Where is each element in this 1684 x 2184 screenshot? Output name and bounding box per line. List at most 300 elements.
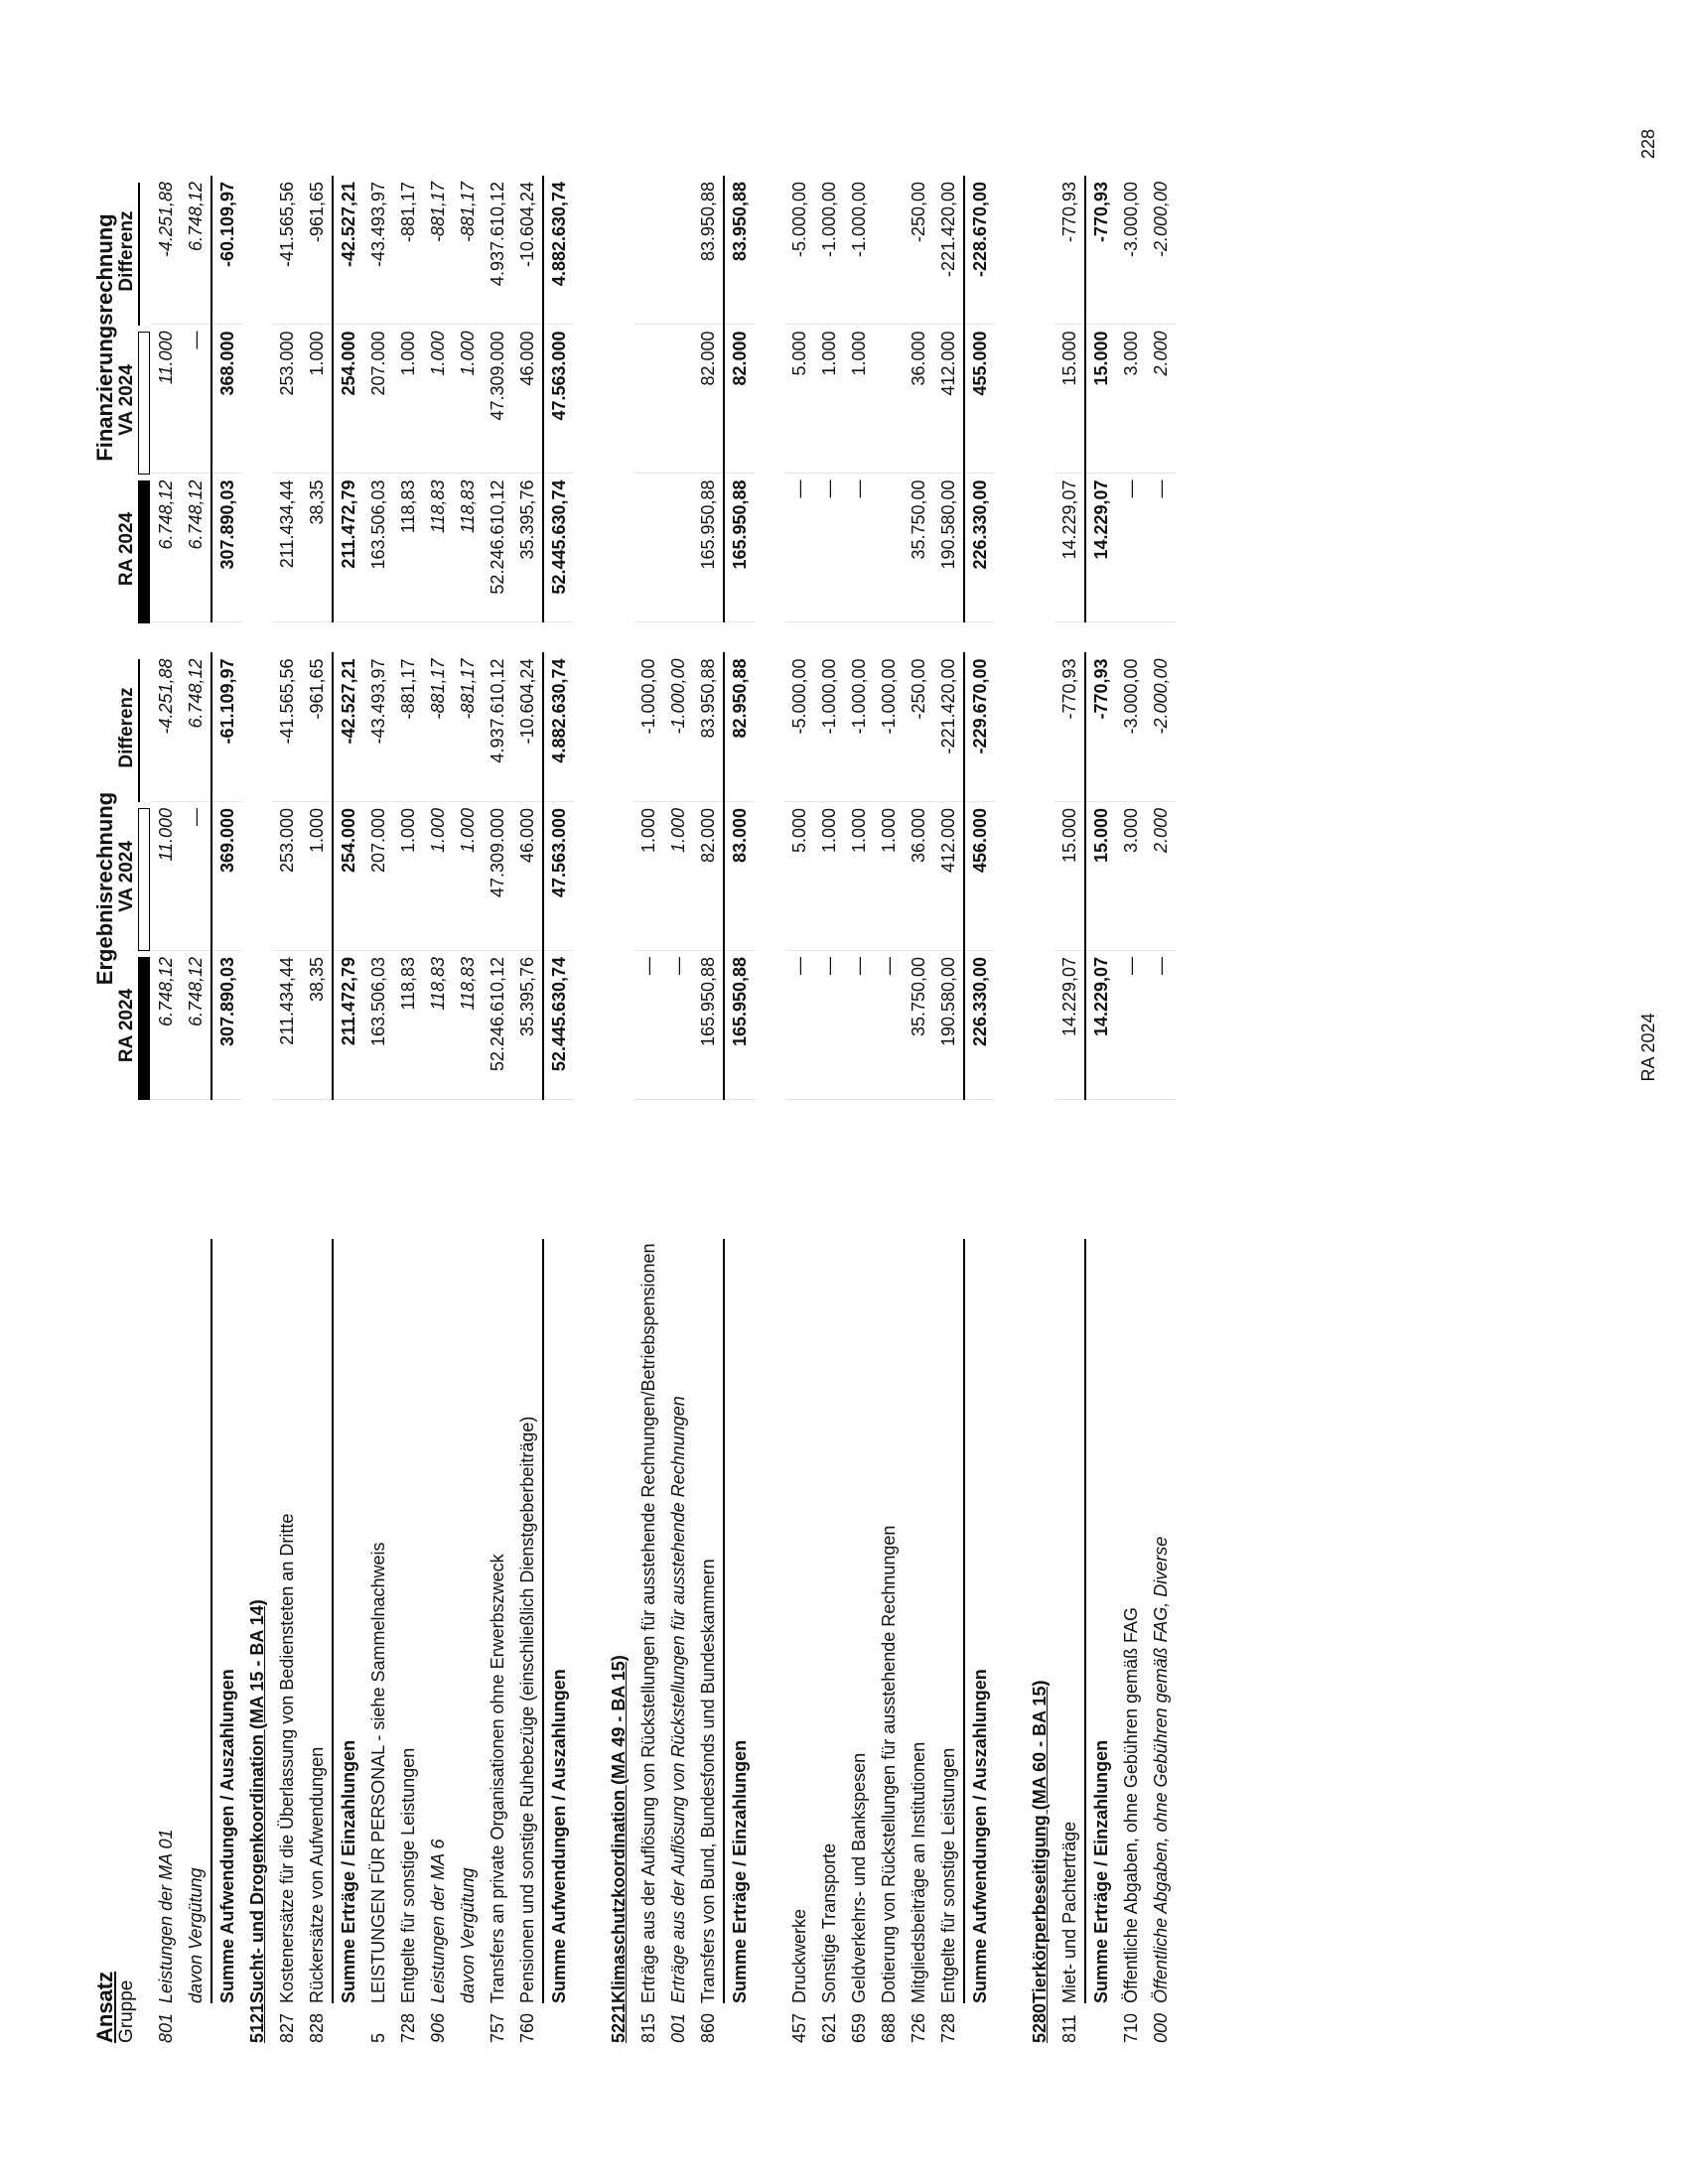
section-title: Tierkörperbeseitigung (MA 60 - BA 15)	[1029, 1680, 1050, 2003]
cell-va-erg: 83.000	[724, 801, 755, 950]
cell-diff-erg: -1.000,00	[844, 652, 874, 801]
cell-va-erg: 5.000	[784, 801, 814, 950]
spacer	[633, 1099, 663, 1239]
cell-ra-erg: —	[663, 950, 693, 1099]
table-row	[1054, 176, 1085, 2043]
cell-ra-fin: —	[784, 474, 814, 622]
cell-diff-erg: -10.604,24	[512, 652, 543, 801]
row-code: 659	[848, 2012, 869, 2043]
spacer	[844, 622, 874, 653]
table-row	[1146, 176, 1176, 2043]
table-row	[844, 176, 874, 2043]
table-row	[633, 176, 663, 2043]
cell-va-fin: 1.000	[453, 325, 483, 474]
cell-va-erg: 1.000	[663, 801, 693, 950]
cell-diff-fin: 6.748,12	[181, 176, 211, 325]
spacer	[755, 176, 784, 2043]
cell-diff-erg: -250,00	[904, 652, 933, 801]
table-row	[874, 176, 904, 2043]
row-code: 827	[276, 2012, 297, 2043]
spacer	[844, 1099, 874, 1239]
row-description: Mitgliedsbeiträge an Institutionen	[908, 1741, 928, 2003]
cell-ra-erg: 118,83	[393, 950, 423, 1099]
cell-va-erg: 82.000	[693, 801, 724, 950]
row-code: 5280	[1029, 2002, 1050, 2043]
spacer	[151, 622, 181, 653]
sum-row	[964, 176, 995, 2043]
row-code: 710	[1120, 2012, 1141, 2043]
table-row	[302, 176, 333, 2043]
sum-row	[333, 176, 363, 2043]
spacer	[784, 622, 814, 653]
cell-ra-erg: —	[1146, 950, 1176, 1099]
cell-ra-erg: —	[844, 950, 874, 1099]
cell-ra-fin: 118,83	[423, 474, 453, 622]
row-description: Kostenersätze für die Überlassung von Bediensteten an Dritte	[276, 1513, 297, 2003]
cell-va-erg: 2.000	[1146, 801, 1176, 950]
section-row	[604, 176, 633, 2043]
row-description: Druckwerke	[788, 1908, 809, 2003]
spacer	[933, 622, 964, 653]
cell-diff-erg: 4.882.630,74	[543, 652, 574, 801]
cell-diff-erg: -961,65	[302, 652, 333, 801]
section-row	[242, 176, 272, 2043]
spacer	[333, 1099, 363, 1239]
cell-ra-fin: 6.748,12	[181, 474, 211, 622]
spacer	[1085, 622, 1116, 653]
spacer	[453, 622, 483, 653]
cell-va-erg: 15.000	[1054, 801, 1085, 950]
row-description: Öffentliche Abgaben, ohne Gebühren gemäß FAG, Diverse	[1150, 1536, 1171, 2003]
cell-va-fin	[663, 325, 693, 474]
row-code: 5	[367, 2032, 388, 2043]
cell-diff-fin: -3.000,00	[1116, 176, 1146, 325]
cell-va-fin: 15.000	[1085, 325, 1116, 474]
cell-ra-fin: 190.580,00	[933, 474, 964, 622]
cell-va-fin: 253.000	[272, 325, 302, 474]
cell-ra-fin: —	[1116, 474, 1146, 622]
cell-ra-fin: 165.950,88	[693, 474, 724, 622]
table-row	[453, 176, 483, 2043]
table-row	[151, 176, 181, 2043]
spacer	[151, 1099, 181, 1239]
spacer	[904, 1099, 933, 1239]
spacer	[211, 622, 242, 653]
cell-va-erg: 254.000	[333, 801, 363, 950]
row-code: 906	[427, 2012, 448, 2043]
cell-va-erg: 1.000	[302, 801, 333, 950]
cell-ra-fin: 14.229,07	[1054, 474, 1085, 622]
cell-ra-erg: 35.750,00	[904, 950, 933, 1099]
cell-diff-fin: -2.000,00	[1146, 176, 1176, 325]
cell-va-fin: 368.000	[211, 325, 242, 474]
cell-ra-erg: 163.506,03	[363, 950, 393, 1099]
cell-va-fin: 412.000	[933, 325, 964, 474]
cell-diff-fin: -250,00	[904, 176, 933, 325]
row-code: 728	[938, 2012, 958, 2043]
cell-va-erg: 47.563.000	[543, 801, 574, 950]
row-code: 621	[818, 2012, 839, 2043]
cell-diff-fin: 83.950,88	[693, 176, 724, 325]
cell-ra-erg: 190.580,00	[933, 950, 964, 1099]
cell-va-fin: 47.309.000	[483, 325, 512, 474]
ra-bar-fin	[138, 480, 150, 623]
row-description: Leistungen der MA 01	[155, 1829, 176, 2003]
cell-ra-fin: 14.229,07	[1085, 474, 1116, 622]
cell-diff-fin: -10.604,24	[512, 176, 543, 325]
cell-ra-erg: —	[633, 950, 663, 1099]
row-code: 801	[155, 2012, 176, 2043]
cell-ra-fin: 118,83	[453, 474, 483, 622]
spacer	[814, 622, 844, 653]
spacer	[1146, 622, 1176, 653]
cell-ra-fin: 35.750,00	[904, 474, 933, 622]
cell-ra-fin: 52.445.630,74	[543, 474, 574, 622]
table-row	[483, 176, 512, 2043]
cell-va-fin: 207.000	[363, 325, 393, 474]
cell-diff-fin: -881,17	[453, 176, 483, 325]
spacer	[1146, 1099, 1176, 1239]
row-description: LEISTUNGEN FÜR PERSONAL - siehe Sammelnachweis	[367, 1542, 388, 2003]
sum-row	[543, 176, 574, 2043]
cell-ra-erg: 6.748,12	[181, 950, 211, 1099]
row-description: Rückersätze von Aufwendungen	[306, 1746, 327, 2003]
cell-ra-erg: 52.246.610,12	[483, 950, 512, 1099]
cell-ra-erg: 35.395,76	[512, 950, 543, 1099]
table-row	[814, 176, 844, 2043]
ra-bar-erg	[138, 957, 150, 1100]
table-row	[272, 176, 302, 2043]
cell-diff-fin: -42.527,21	[333, 176, 363, 325]
spacer	[1054, 1099, 1085, 1239]
table-row	[904, 176, 933, 2043]
cell-diff-fin: -1.000,00	[844, 176, 874, 325]
header-ergebnisrechnung: Ergebnisrechnung	[92, 791, 117, 986]
cell-va-fin: 1.000	[302, 325, 333, 474]
cell-diff-fin: 4.882.630,74	[543, 176, 574, 325]
row-code	[543, 2003, 574, 2043]
cell-va-erg: 46.000	[512, 801, 543, 950]
row-code: 728	[397, 2012, 418, 2043]
cell-diff-erg: 83.950,88	[693, 652, 724, 801]
va-bar-erg	[138, 808, 150, 951]
cell-va-erg: 1.000	[393, 801, 423, 950]
row-code: 5121	[246, 2002, 267, 2043]
cell-va-erg: —	[181, 801, 211, 950]
cell-ra-erg: 211.472,79	[333, 950, 363, 1099]
budget-table	[151, 176, 1176, 2043]
footer-report: RA 2024	[1638, 1013, 1658, 1082]
cell-va-fin: 3.000	[1116, 325, 1146, 474]
row-code: 815	[637, 2012, 658, 2043]
cell-va-fin: —	[181, 325, 211, 474]
row-description: davon Vergütung	[185, 1867, 206, 2003]
spacer	[363, 1099, 393, 1239]
row-description: Summe Aufwendungen / Auszahlungen	[964, 1239, 995, 2003]
cell-diff-erg: 82.950,88	[724, 652, 755, 801]
spacer	[724, 622, 755, 653]
spacer	[543, 622, 574, 653]
table-row	[1116, 176, 1146, 2043]
cell-ra-erg: —	[874, 950, 904, 1099]
sum-row	[1085, 176, 1116, 2043]
row-description: Summe Erträge / Einzahlungen	[333, 1239, 363, 2003]
spacer	[964, 622, 995, 653]
cell-va-erg: 1.000	[844, 801, 874, 950]
cell-diff-erg: -61.109,97	[211, 652, 242, 801]
section-row	[1025, 176, 1054, 2043]
cell-va-erg: 1.000	[423, 801, 453, 950]
spacer	[512, 1099, 543, 1239]
spacer	[1085, 1099, 1116, 1239]
cell-diff-erg: -229.670,00	[964, 652, 995, 801]
spacer	[1116, 1099, 1146, 1239]
row-description: Miet- und Pachterträge	[1058, 1821, 1079, 2003]
cell-ra-fin: 211.472,79	[333, 474, 363, 622]
spacer	[814, 1099, 844, 1239]
cell-diff-fin: 83.950,88	[724, 176, 755, 325]
cell-diff-erg: -1.000,00	[814, 652, 844, 801]
spacer	[693, 1099, 724, 1239]
row-code: 688	[878, 2012, 899, 2043]
row-code: 828	[307, 2012, 327, 2043]
cell-diff-fin: -228.670,00	[964, 176, 995, 325]
sum-row	[724, 176, 755, 2043]
cell-diff-fin	[663, 176, 693, 325]
row-code: 5221	[608, 2002, 629, 2043]
table-row	[512, 176, 543, 2043]
cell-va-erg: 1.000	[453, 801, 483, 950]
spacer	[874, 1099, 904, 1239]
cell-diff-fin: -961,65	[302, 176, 333, 325]
cell-va-fin: 82.000	[693, 325, 724, 474]
row-description: Öffentliche Abgaben, ohne Gebühren gemäß FAG	[1120, 1607, 1141, 2003]
cell-ra-fin	[663, 474, 693, 622]
spacer-row	[574, 176, 604, 2043]
cell-va-erg: 15.000	[1085, 801, 1116, 950]
table-row	[363, 176, 393, 2043]
row-description: Pensionen und sonstige Ruhebezüge (einschließlich Dienstgeberbeiträge)	[516, 1416, 537, 2003]
row-code: 811	[1059, 2014, 1079, 2043]
spacer	[784, 1099, 814, 1239]
cell-va-erg: 369.000	[211, 801, 242, 950]
cell-ra-fin: 118,83	[393, 474, 423, 622]
cell-diff-erg: -41.565,56	[272, 652, 302, 801]
row-code	[211, 2003, 242, 2043]
cell-va-erg: 207.000	[363, 801, 393, 950]
spacer	[693, 622, 724, 653]
cell-va-erg: 253.000	[272, 801, 302, 950]
cell-ra-fin: 6.748,12	[151, 474, 181, 622]
cell-diff-fin: -221.420,00	[933, 176, 964, 325]
cell-diff-erg: -770,93	[1085, 652, 1116, 801]
va-bar-fin	[138, 332, 150, 475]
row-code: 000	[1150, 2012, 1171, 2043]
cell-ra-fin: 38,35	[302, 474, 333, 622]
spacer	[904, 622, 933, 653]
spacer	[995, 176, 1025, 2043]
spacer	[543, 1099, 574, 1239]
cell-ra-erg: 52.445.630,74	[543, 950, 574, 1099]
cell-ra-erg: 118,83	[423, 950, 453, 1099]
cell-diff-fin	[874, 176, 904, 325]
spacer	[874, 622, 904, 653]
cell-diff-erg: -3.000,00	[1116, 652, 1146, 801]
spacer	[423, 622, 453, 653]
row-description: Dotierung von Rückstellungen für ausstehende Rechnungen	[878, 1525, 899, 2003]
spacer	[181, 1099, 211, 1239]
row-code	[333, 2003, 363, 2043]
cell-diff-erg: -881,17	[393, 652, 423, 801]
cell-diff-fin: -770,93	[1085, 176, 1116, 325]
cell-ra-erg: 307.890,03	[211, 950, 242, 1099]
cell-ra-erg: —	[1116, 950, 1146, 1099]
col-va-erg: VA 2024	[116, 841, 137, 912]
cell-diff-fin: -41.565,56	[272, 176, 302, 325]
row-description	[1025, 176, 1054, 2003]
spacer	[574, 176, 604, 2043]
cell-ra-erg: 14.229,07	[1085, 950, 1116, 1099]
spacer-row	[755, 176, 784, 2043]
cell-ra-fin: 52.246.610,12	[483, 474, 512, 622]
row-description: Transfers an private Organisationen ohne Erwerbszweck	[487, 1554, 507, 2003]
cell-ra-erg: 165.950,88	[724, 950, 755, 1099]
table-row	[933, 176, 964, 2043]
row-description: Geldverkehrs- und Bankspesen	[848, 1752, 869, 2003]
cell-va-erg: 412.000	[933, 801, 964, 950]
row-code: 726	[908, 2012, 928, 2043]
cell-diff-fin: -60.109,97	[211, 176, 242, 325]
cell-diff-erg: -1.000,00	[663, 652, 693, 801]
diff-line-fin	[138, 183, 140, 326]
cell-ra-erg: 165.950,88	[693, 950, 724, 1099]
cell-diff-erg: -4.251,88	[151, 652, 181, 801]
spacer	[302, 1099, 333, 1239]
spacer	[272, 622, 302, 653]
row-code	[453, 2003, 483, 2043]
cell-diff-fin	[633, 176, 663, 325]
spacer	[933, 1099, 964, 1239]
row-code: 757	[487, 2012, 507, 2043]
table-row	[693, 176, 724, 2043]
cell-va-fin: 11.000	[151, 325, 181, 474]
cell-ra-fin: 226.330,00	[964, 474, 995, 622]
row-code	[964, 2003, 995, 2043]
row-code: 001	[667, 2012, 688, 2043]
spacer	[302, 622, 333, 653]
row-description: Erträge aus der Auflösung von Rückstellungen für ausstehende Rechnungen	[667, 1396, 688, 2003]
sum-row	[211, 176, 242, 2043]
cell-ra-erg: 38,35	[302, 950, 333, 1099]
cell-diff-fin: -4.251,88	[151, 176, 181, 325]
cell-ra-erg: 118,83	[453, 950, 483, 1099]
spacer	[1054, 622, 1085, 653]
cell-va-fin: 46.000	[512, 325, 543, 474]
diff-line-erg	[138, 659, 140, 802]
cell-va-erg: 3.000	[1116, 801, 1146, 950]
row-description: Erträge aus der Auflösung von Rückstellungen für ausstehende Rechnungen/Betriebspensionen	[637, 1243, 658, 2003]
row-description: Summe Aufwendungen / Auszahlungen	[543, 1239, 574, 2003]
row-code: 760	[517, 2012, 537, 2043]
spacer	[333, 622, 363, 653]
header-gruppe: Gruppe	[116, 1979, 137, 2043]
cell-diff-erg: -5.000,00	[784, 652, 814, 801]
cell-diff-erg: -42.527,21	[333, 652, 363, 801]
cell-ra-erg: 211.434,44	[272, 950, 302, 1099]
cell-ra-fin	[633, 474, 663, 622]
row-code	[724, 2003, 755, 2043]
header-ansatz: Ansatz	[92, 1971, 117, 2043]
spacer	[512, 622, 543, 653]
row-description: davon Vergütung	[457, 1867, 478, 2003]
spacer	[272, 1099, 302, 1239]
cell-diff-fin: -881,17	[423, 176, 453, 325]
cell-va-fin: 5.000	[784, 325, 814, 474]
spacer	[393, 1099, 423, 1239]
row-description: Transfers von Bund, Bundesfonds und Bundeskammern	[697, 1559, 718, 2003]
cell-ra-erg: —	[814, 950, 844, 1099]
cell-diff-fin: -1.000,00	[814, 176, 844, 325]
cell-va-fin: 47.563.000	[543, 325, 574, 474]
cell-diff-fin: -770,93	[1054, 176, 1085, 325]
cell-va-fin: 1.000	[844, 325, 874, 474]
section-title: Klimaschutzkoordination (MA 49 - BA 15)	[608, 1655, 629, 2003]
cell-diff-erg: -2.000,00	[1146, 652, 1176, 801]
cell-ra-fin: 211.434,44	[272, 474, 302, 622]
cell-va-fin	[874, 325, 904, 474]
cell-va-fin	[633, 325, 663, 474]
row-description: Entgelte für sonstige Leistungen	[937, 1747, 958, 2003]
row-code	[181, 2003, 211, 2043]
cell-va-erg: 1.000	[874, 801, 904, 950]
cell-diff-erg: 6.748,12	[181, 652, 211, 801]
cell-va-fin: 455.000	[964, 325, 995, 474]
cell-va-erg: 36.000	[904, 801, 933, 950]
cell-va-erg: 11.000	[151, 801, 181, 950]
spacer	[393, 622, 423, 653]
cell-diff-erg: 4.937.610,12	[483, 652, 512, 801]
cell-va-erg: 1.000	[633, 801, 663, 950]
spacer	[1116, 622, 1146, 653]
cell-ra-fin: —	[1146, 474, 1176, 622]
cell-ra-erg: —	[784, 950, 814, 1099]
section-title: Sucht- und Drogenkoordination (MA 15 - BA 14)	[246, 1599, 267, 2003]
cell-ra-erg: 226.330,00	[964, 950, 995, 1099]
row-description: Summe Aufwendungen / Auszahlungen	[211, 1239, 242, 2003]
cell-va-erg: 456.000	[964, 801, 995, 950]
col-ra-erg: RA 2024	[116, 988, 137, 1063]
col-ra-fin: RA 2024	[116, 511, 137, 587]
spacer	[181, 622, 211, 653]
cell-diff-fin: -881,17	[393, 176, 423, 325]
cell-va-fin: 254.000	[333, 325, 363, 474]
spacer	[423, 1099, 453, 1239]
spacer	[211, 1099, 242, 1239]
col-diff-erg: Differenz	[116, 687, 137, 768]
cell-ra-erg: 6.748,12	[151, 950, 181, 1099]
cell-diff-erg: -221.420,00	[933, 652, 964, 801]
page-number: 228	[1638, 128, 1658, 160]
cell-diff-fin: -5.000,00	[784, 176, 814, 325]
spacer	[663, 622, 693, 653]
cell-va-fin: 15.000	[1054, 325, 1085, 474]
row-code	[1085, 2003, 1116, 2043]
cell-diff-erg: -1.000,00	[633, 652, 663, 801]
header-finanzierungsrechnung: Finanzierungsrechnung	[92, 213, 117, 462]
cell-va-fin: 82.000	[724, 325, 755, 474]
spacer	[453, 1099, 483, 1239]
row-description: Sonstige Transporte	[818, 1843, 839, 2003]
